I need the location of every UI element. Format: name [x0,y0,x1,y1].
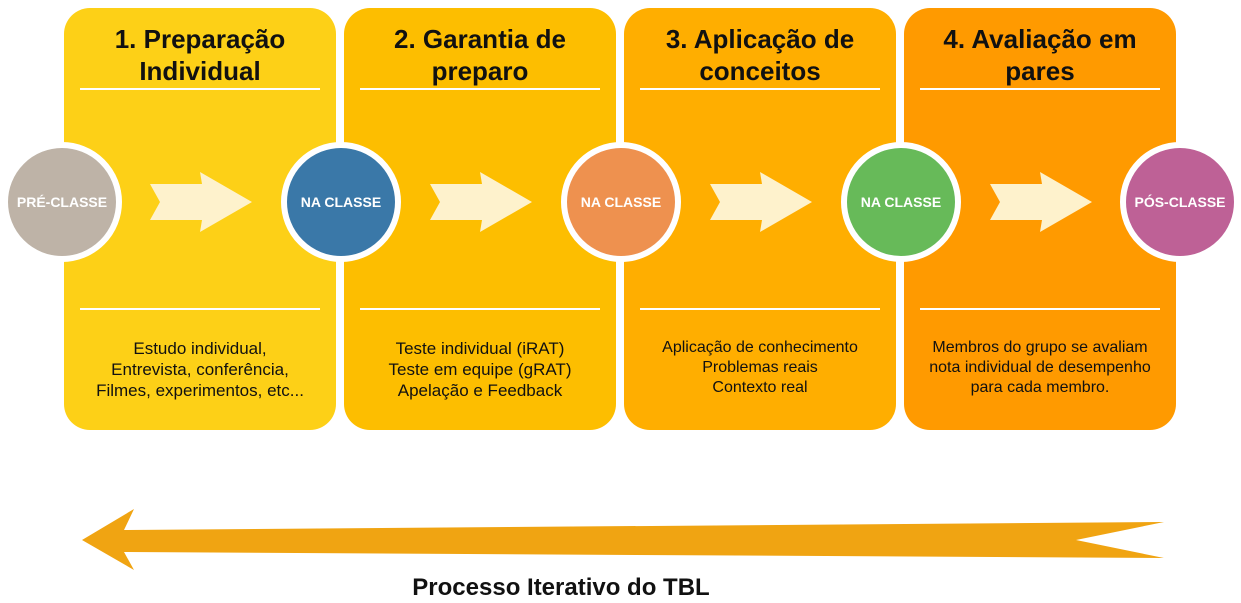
stage-description-line: para cada membro. [970,379,1110,396]
process-caption: Processo Iterativo do TBL [412,574,710,601]
stage-title [344,23,616,87]
stage-title-line: 2. Garantia de [394,24,566,54]
divider [80,88,320,90]
stage-title-line: 4. Avaliação em [943,24,1137,54]
divider [640,308,880,310]
stage-description [904,338,1176,398]
stage-title [64,23,336,87]
divider [640,88,880,90]
stage-title-line: 3. Aplicação de [665,24,855,54]
phase-label: PÓS-CLASSE [1134,194,1226,210]
stage-title-line: preparo [431,56,529,86]
stage-description-line: Problemas reais [702,359,818,376]
stage-description-line: Apelação e Feedback [397,381,563,400]
divider [920,88,1160,90]
stage-title-line: conceitos [699,56,821,86]
divider [360,308,600,310]
phase-circle-in-class [841,142,961,262]
divider [80,308,320,310]
stage-description [624,338,896,398]
phase-label: NA CLASSE [580,194,662,210]
stage-description [64,338,336,401]
stage-description-line: Contexto real [712,379,808,396]
stage-description-line: Entrevista, conferência, [111,360,289,379]
stage-title-line: Individual [139,56,261,86]
stage-description-line: Aplicação de conhecimento [662,339,858,356]
stage-description-line: Filmes, experimentos, etc... [96,381,304,400]
phase-label: NA CLASSE [860,194,942,210]
stage-description [344,338,616,401]
forward-arrow-icon [430,172,532,232]
stage-description-line: Membros do grupo se avaliam [932,339,1148,356]
stage-description-line: nota individual de desempenho [929,359,1151,376]
stage-description-line: Teste individual (iRAT) [395,339,565,358]
stage-description-line: Teste em equipe (gRAT) [388,360,572,379]
stage-title-line: pares [1005,56,1075,86]
stage-title [624,23,896,87]
divider [360,88,600,90]
phase-circle-pre-class [2,142,122,262]
phase-circle-post-class [1120,142,1240,262]
forward-arrow-icon [990,172,1092,232]
forward-arrow-icon [150,172,252,232]
stage-description-line: Estudo individual, [133,339,267,358]
divider [920,308,1160,310]
stage-title-line: 1. Preparação [114,24,286,54]
phase-label: NA CLASSE [300,194,382,210]
phase-circle-in-class [561,142,681,262]
phase-circle-in-class [281,142,401,262]
iteration-back-arrow-icon [80,506,1170,574]
forward-arrow-icon [710,172,812,232]
phase-label: PRÉ-CLASSE [16,194,108,210]
stage-title [904,23,1176,87]
